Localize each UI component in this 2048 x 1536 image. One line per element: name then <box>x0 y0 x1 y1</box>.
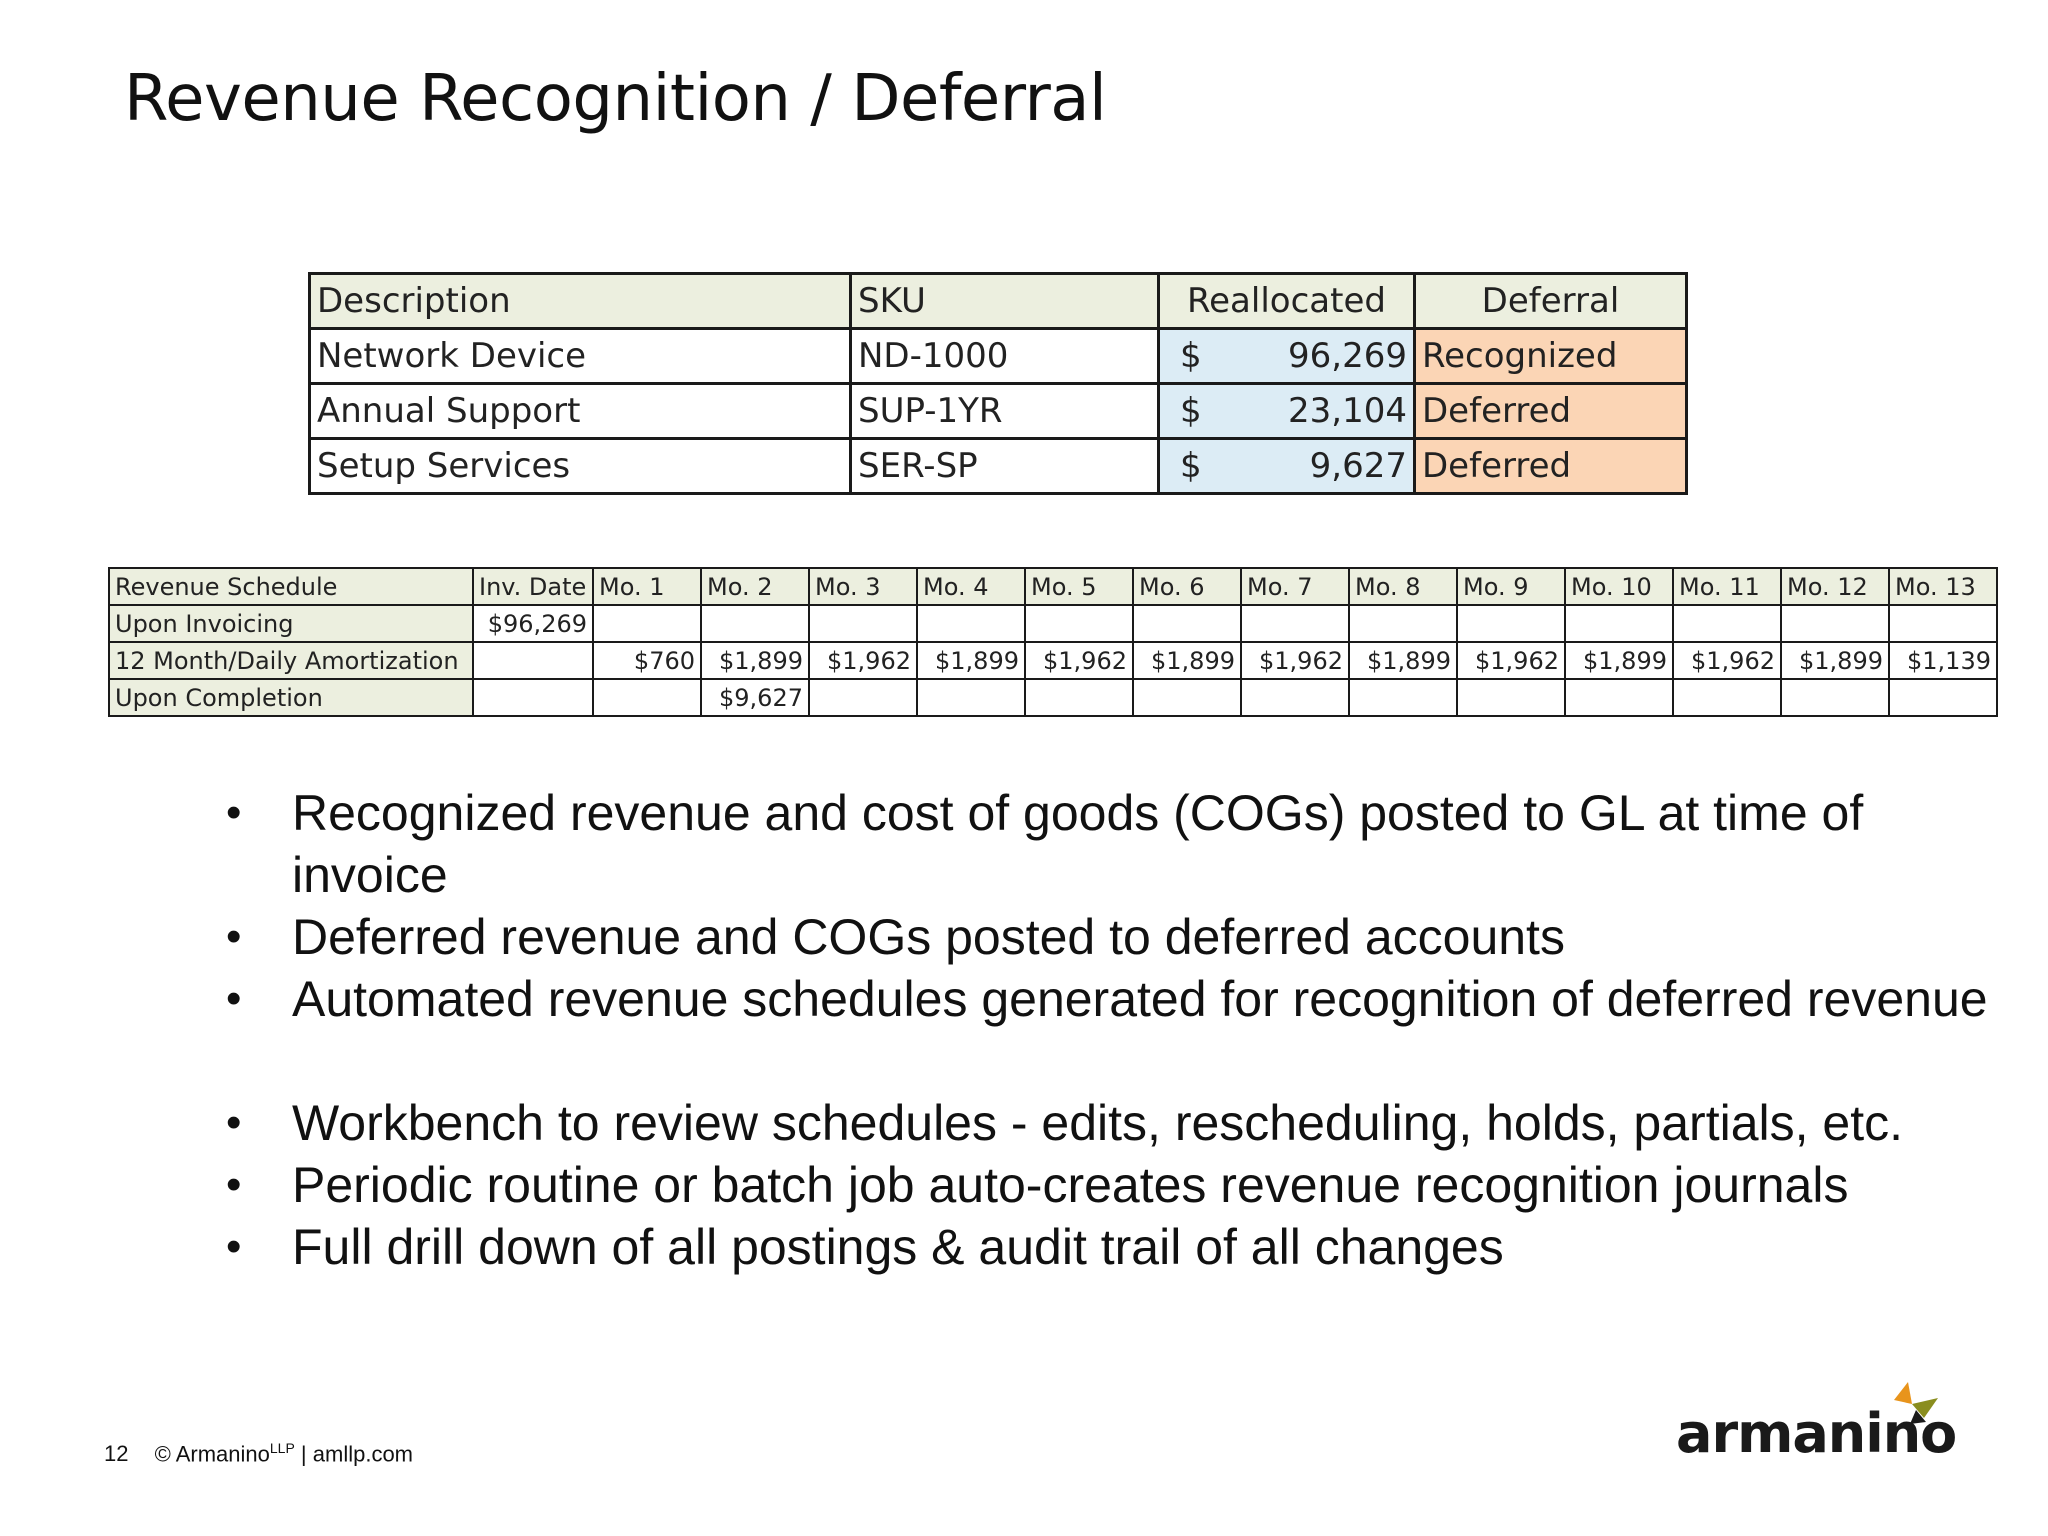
amount-value: 96,269 <box>1288 336 1407 376</box>
page-number: 12 <box>104 1441 129 1467</box>
schedule-row-label: Upon Completion <box>109 679 473 716</box>
currency-symbol: $ <box>1180 446 1202 486</box>
allocation-header-row <box>310 274 1687 329</box>
schedule-cell <box>1781 679 1889 716</box>
schedule-cell <box>809 679 917 716</box>
bullet-item <box>218 1216 2018 1278</box>
schedule-cell <box>593 605 701 642</box>
schedule-cell <box>1781 605 1889 642</box>
header-period: Mo. 9 <box>1457 568 1565 605</box>
cell-description: Annual Support <box>310 384 851 439</box>
schedule-cell <box>917 605 1025 642</box>
cell-description: Network Device <box>310 329 851 384</box>
slide-title: Revenue Recognition / Deferral <box>124 62 1107 136</box>
bullet-dot-icon: • <box>226 974 242 1023</box>
bullet-text: Recognized revenue and cost of goods (COGs) posted to GL at time of invoice <box>292 785 1864 903</box>
header-period: Mo. 5 <box>1025 568 1133 605</box>
cell-sku: SER-SP <box>851 439 1159 494</box>
logo-wordmark: armanino <box>1676 1402 1957 1465</box>
cell-reallocated <box>1159 439 1415 494</box>
header-period: Mo. 3 <box>809 568 917 605</box>
footer-url: amllp.com <box>312 1441 414 1467</box>
schedule-cell <box>1673 605 1781 642</box>
header-period: Mo. 13 <box>1889 568 1997 605</box>
schedule-cell <box>917 679 1025 716</box>
cell-sku: ND-1000 <box>851 329 1159 384</box>
schedule-cell <box>1133 605 1241 642</box>
allocation-row <box>310 329 1687 384</box>
allocation-table <box>308 272 1688 495</box>
cell-deferral: Deferred <box>1415 439 1687 494</box>
schedule-cell: $1,962 <box>809 642 917 679</box>
bullet-text: Full drill down of all postings & audit trail of all changes <box>292 1219 1504 1275</box>
header-period: Mo. 11 <box>1673 568 1781 605</box>
footer <box>104 1440 413 1467</box>
amount-value: 9,627 <box>1309 446 1407 486</box>
header-period: Mo. 8 <box>1349 568 1457 605</box>
schedule-cell <box>1025 605 1133 642</box>
schedule-cell: $1,962 <box>1241 642 1349 679</box>
schedule-row <box>109 642 1997 679</box>
schedule-cell <box>593 679 701 716</box>
schedule-cell: $760 <box>593 642 701 679</box>
schedule-cell <box>1349 679 1457 716</box>
llp-superscript: LLP <box>269 1440 295 1456</box>
bullet-item <box>218 782 2018 906</box>
cell-description: Setup Services <box>310 439 851 494</box>
bullet-text: Automated revenue schedules generated for recognition of deferred revenue <box>292 971 1988 1027</box>
header-sku: SKU <box>851 274 1159 329</box>
bullet-dot-icon: • <box>226 788 242 837</box>
schedule-cell: $1,899 <box>1133 642 1241 679</box>
currency-symbol: $ <box>1180 336 1202 376</box>
schedule-cell: $1,899 <box>701 642 809 679</box>
header-period: Mo. 10 <box>1565 568 1673 605</box>
bullet-list <box>218 782 2018 1278</box>
schedule-cell <box>809 605 917 642</box>
schedule-cell: $1,899 <box>1781 642 1889 679</box>
armanino-logo <box>1676 1380 1957 1470</box>
schedule-header-row <box>109 568 1997 605</box>
revenue-schedule-table <box>108 567 1998 717</box>
allocation-row <box>310 439 1687 494</box>
schedule-cell: $1,899 <box>917 642 1025 679</box>
schedule-cell <box>1565 679 1673 716</box>
cell-deferral: Deferred <box>1415 384 1687 439</box>
header-period: Mo. 1 <box>593 568 701 605</box>
schedule-cell <box>1241 679 1349 716</box>
cell-sku: SUP-1YR <box>851 384 1159 439</box>
schedule-cell <box>1457 605 1565 642</box>
amount-value: 23,104 <box>1288 391 1407 431</box>
cell-reallocated <box>1159 384 1415 439</box>
header-period: Mo. 4 <box>917 568 1025 605</box>
schedule-cell <box>1025 679 1133 716</box>
schedule-row <box>109 679 1997 716</box>
bullet-dot-icon: • <box>226 1098 242 1147</box>
schedule-cell: $1,899 <box>1565 642 1673 679</box>
schedule-cell <box>1133 679 1241 716</box>
header-description: Description <box>310 274 851 329</box>
schedule-row <box>109 605 1997 642</box>
bullet-dot-icon: • <box>226 1222 242 1271</box>
schedule-cell: $96,269 <box>473 605 593 642</box>
bullet-dot-icon: • <box>226 912 242 961</box>
bullet-item <box>218 1092 2018 1154</box>
header-period: Mo. 7 <box>1241 568 1349 605</box>
bullet-text: Deferred revenue and COGs posted to deferred accounts <box>292 909 1565 965</box>
header-deferral: Deferral <box>1415 274 1687 329</box>
bullet-text: Workbench to review schedules - edits, rescheduling, holds, partials, etc. <box>292 1095 1903 1151</box>
schedule-cell: $9,627 <box>701 679 809 716</box>
header-revenue-schedule: Revenue Schedule <box>109 568 473 605</box>
schedule-cell <box>1565 605 1673 642</box>
bullet-dot-icon: • <box>226 1160 242 1209</box>
cell-deferral: Recognized <box>1415 329 1687 384</box>
schedule-cell <box>1673 679 1781 716</box>
header-period: Mo. 2 <box>701 568 809 605</box>
schedule-cell <box>1889 605 1997 642</box>
schedule-cell <box>1349 605 1457 642</box>
schedule-cell <box>473 679 593 716</box>
header-period: Mo. 12 <box>1781 568 1889 605</box>
allocation-row <box>310 384 1687 439</box>
footer-separator: | <box>300 1441 307 1467</box>
bullet-text: Periodic routine or batch job auto-creates revenue recognition journals <box>292 1157 1849 1213</box>
bullet-item <box>218 906 2018 968</box>
cell-reallocated <box>1159 329 1415 384</box>
header-period: Inv. Date <box>473 568 593 605</box>
schedule-cell <box>1241 605 1349 642</box>
schedule-cell <box>473 642 593 679</box>
header-period: Mo. 6 <box>1133 568 1241 605</box>
schedule-cell: $1,899 <box>1349 642 1457 679</box>
schedule-cell: $1,962 <box>1457 642 1565 679</box>
schedule-cell: $1,139 <box>1889 642 1997 679</box>
schedule-cell: $1,962 <box>1025 642 1133 679</box>
schedule-cell <box>1457 679 1565 716</box>
schedule-cell <box>1889 679 1997 716</box>
schedule-cell <box>701 605 809 642</box>
bullet-item <box>218 1154 2018 1216</box>
bullet-item <box>218 968 2018 1030</box>
copyright-text: © Armanino <box>154 1441 270 1467</box>
header-reallocated: Reallocated <box>1159 274 1415 329</box>
schedule-cell: $1,962 <box>1673 642 1781 679</box>
schedule-row-label: 12 Month/Daily Amortization <box>109 642 473 679</box>
currency-symbol: $ <box>1180 391 1202 431</box>
schedule-row-label: Upon Invoicing <box>109 605 473 642</box>
